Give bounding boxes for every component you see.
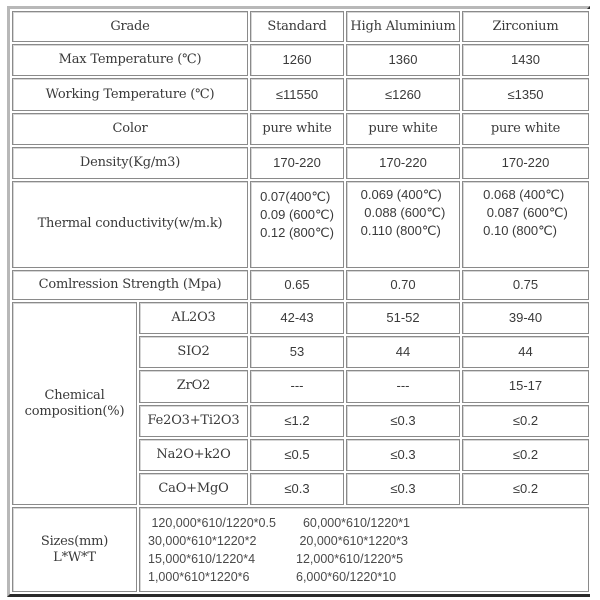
cell-value: ≤0.3 (346, 473, 460, 505)
cell-value: ≤0.2 (462, 439, 589, 471)
cell-value: ≤0.3 (346, 405, 460, 437)
size-item: 6,000*60/1220*10 (296, 569, 397, 584)
cell-value: 51-52 (346, 302, 460, 334)
cell-value: pure white (346, 113, 460, 145)
cell-value: 53 (250, 336, 344, 368)
chemical-composition-label (12, 302, 137, 505)
cell-value: 170-220 (346, 147, 460, 179)
cell-value: 1260 (250, 44, 344, 76)
table-row-thermal-conductivity (12, 181, 589, 268)
component-name: AL2O3 (139, 302, 248, 334)
table-row-color (12, 113, 589, 145)
thermal-600: 0.087 (600℃) (483, 205, 568, 221)
specification-table (10, 9, 591, 594)
sizes-label-line2: L*W*T (53, 549, 96, 565)
size-item: 60,000*610/1220*1 (296, 515, 410, 530)
row-label: Color (12, 113, 248, 145)
component-name: SIO2 (139, 336, 248, 368)
thermal-400: 0.07(400℃) (260, 189, 331, 205)
size-item: 12,000*610/1220*5 (296, 551, 404, 566)
thermal-800: 0.10 (800℃) (483, 223, 558, 239)
table-row-working-temperature (12, 78, 589, 110)
size-item: 20,000*610*1220*3 (296, 533, 408, 548)
cell-value: 15-17 (462, 370, 589, 402)
component-name: Na2O+k2O (139, 439, 248, 471)
thermal-800: 0.12 (800℃) (260, 225, 334, 241)
table-row-chemical-al2o3 (12, 302, 589, 334)
cell-value: 0.70 (346, 270, 460, 300)
cell-value: ≤1260 (346, 78, 460, 110)
cell-value: 1430 (462, 44, 589, 76)
cell-value: ≤1350 (462, 78, 589, 110)
thermal-600: 0.088 (600℃) (360, 205, 446, 221)
size-item: 30,000*610*1220*2 (148, 533, 257, 548)
cell-value: 1360 (346, 44, 460, 76)
row-label: Comlression Strength (Mpa) (12, 270, 248, 300)
header-grade: Grade (12, 11, 248, 42)
row-label: Working Temperature (℃) (12, 78, 248, 110)
cell-value: 42-43 (250, 302, 344, 334)
chemical-label-line2: composition(%) (24, 403, 125, 419)
cell-value: ≤1.2 (250, 405, 344, 437)
cell-value-thermal-zirconium (462, 181, 589, 268)
thermal-400: 0.069 (400℃) (360, 187, 442, 203)
header-zirconium: Zirconium (462, 11, 589, 42)
row-label: Density(Kg/m3) (12, 147, 248, 179)
thermal-800: 0.110 (800℃) (360, 223, 441, 239)
cell-value: ≤11550 (250, 78, 344, 110)
table-row-density (12, 147, 589, 179)
header-row (12, 11, 589, 42)
size-item: 15,000*610/1220*4 (148, 551, 256, 566)
header-standard: Standard (250, 11, 344, 42)
header-high-aluminium: High Aluminium (346, 11, 460, 42)
cell-value: 39-40 (462, 302, 589, 334)
sizes-list (139, 507, 589, 592)
cell-value-thermal-high-aluminium (346, 181, 460, 268)
cell-value: 0.65 (250, 270, 344, 300)
cell-value: 170-220 (250, 147, 344, 179)
table-row-compression-strength (12, 270, 589, 300)
cell-value: ≤0.2 (462, 405, 589, 437)
size-item: 1,000*610*1220*6 (148, 569, 250, 584)
cell-value-thermal-standard (250, 181, 344, 268)
cell-value: ≤0.3 (346, 439, 460, 471)
cell-value: 44 (346, 336, 460, 368)
sizes-label-line1: Sizes(mm) (40, 533, 109, 549)
cell-value: --- (250, 370, 344, 402)
cell-value: pure white (250, 113, 344, 145)
component-name: CaO+MgO (139, 473, 248, 505)
cell-value: ≤0.2 (462, 473, 589, 505)
row-label: Thermal conductivity(w/m.k) (12, 181, 248, 268)
cell-value: --- (346, 370, 460, 402)
thermal-600: 0.09 (600℃) (260, 207, 334, 223)
component-name: ZrO2 (139, 370, 248, 402)
cell-value: 0.75 (462, 270, 589, 300)
table-row-max-temperature (12, 44, 589, 76)
component-name: Fe2O3+Ti2O3 (139, 405, 248, 437)
cell-value: ≤0.3 (250, 473, 344, 505)
thermal-400: 0.068 (400℃) (483, 187, 565, 203)
cell-value: ≤0.5 (250, 439, 344, 471)
size-item: 120,000*610/1220*0.5 (148, 515, 276, 530)
cell-value: 44 (462, 336, 589, 368)
cell-value: pure white (462, 113, 589, 145)
cell-value: 170-220 (462, 147, 589, 179)
chemical-label-line1: Chemical (44, 387, 105, 403)
table-row-sizes (12, 507, 589, 592)
row-label: Max Temperature (℃) (12, 44, 248, 76)
sizes-label (12, 507, 137, 592)
